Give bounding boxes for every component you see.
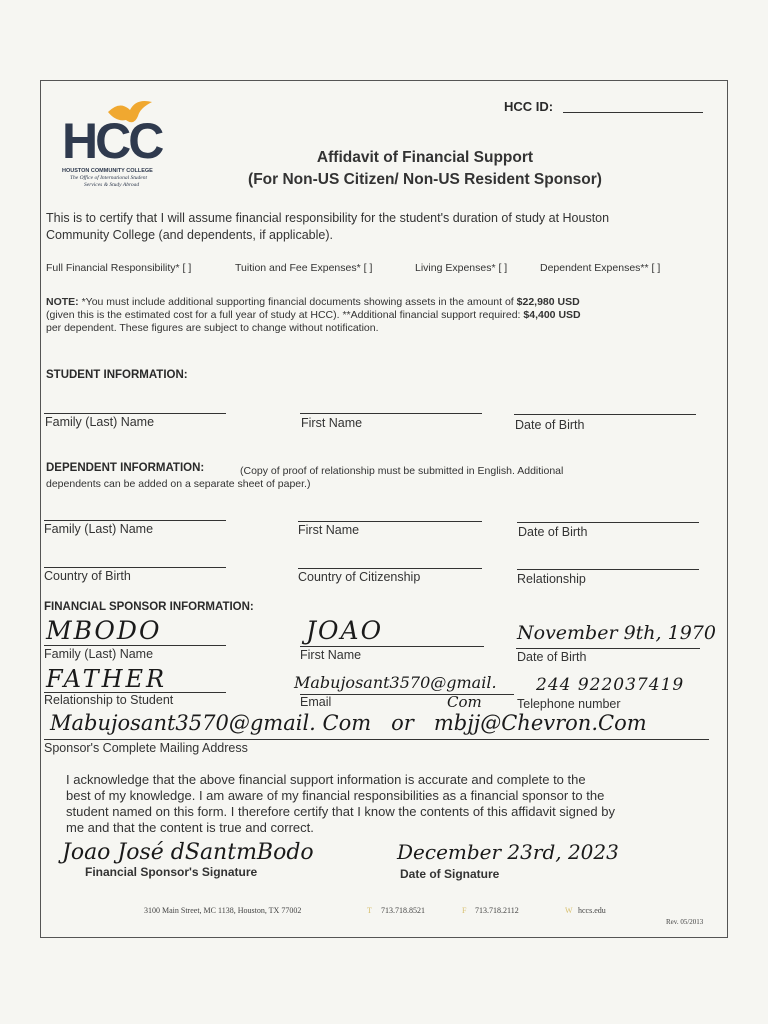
acknowledge-block	[66, 772, 706, 836]
dependent-dob-line[interactable]	[517, 522, 699, 523]
acknowledge-line2: best of my knowledge. I am aware of my financial responsibilities as a financial sponsor to the	[66, 788, 605, 803]
student-dob-label: Date of Birth	[515, 418, 585, 432]
sponsor-dob-label: Date of Birth	[517, 650, 587, 664]
acknowledge-line3: student named on this form. I therefore certify that I know the contents of this affidavit signed by	[66, 804, 615, 819]
footer-t-mark: T	[367, 906, 372, 915]
note-text1: *You must include additional supporting financial documents showing assets in the amount of	[78, 296, 517, 308]
dependent-note2: dependents can be added on a separate sheet of paper.)	[46, 478, 311, 490]
sponsor-signature-label: Financial Sponsor's Signature	[85, 865, 258, 879]
footer-web[interactable]: hccs.edu	[578, 906, 606, 915]
logo-sub2: The Office of International Student	[70, 175, 147, 181]
dependent-family-line[interactable]	[44, 520, 226, 521]
student-family-label: Family (Last) Name	[45, 415, 155, 429]
sponsor-dob-value[interactable]: November 9th, 1970	[517, 622, 716, 644]
student-first-line[interactable]	[300, 413, 482, 414]
dependent-relationship-line[interactable]	[517, 569, 699, 570]
sponsor-address-label: Sponsor's Complete Mailing Address	[44, 741, 248, 755]
footer-phone: 713.718.8521	[381, 906, 425, 915]
form-subtitle: (For Non-US Citizen/ Non-US Resident Sponsor)	[248, 171, 602, 188]
dependent-heading: DEPENDENT INFORMATION:	[46, 462, 205, 474]
student-heading: STUDENT INFORMATION:	[46, 369, 188, 381]
certify-line1: This is to certify that I will assume financial responsibility for the student's duration of study at Houston	[46, 211, 610, 225]
sponsor-phone-label: Telephone number	[517, 697, 621, 711]
signature-date-label: Date of Signature	[400, 867, 500, 881]
note-text2: (given this is the estimated cost for a full year of study at HCC). **Additional financial support required:	[46, 309, 524, 321]
student-dob-line[interactable]	[514, 414, 696, 415]
acknowledge-line4: me and that the content is true and correct.	[66, 820, 314, 835]
sponsor-email-value[interactable]: Mabujosant3570@gmail.	[294, 673, 497, 692]
option-living[interactable]: Living Expenses* [ ]	[415, 262, 508, 274]
option-dependent[interactable]: Dependent Expenses** [ ]	[540, 262, 661, 274]
form-title: Affidavit of Financial Support	[316, 149, 534, 166]
sponsor-phone-value[interactable]: 244 922037419	[536, 675, 685, 695]
note-label: NOTE:	[46, 296, 79, 308]
footer-fax: 713.718.2112	[475, 906, 519, 915]
dependent-family-label: Family (Last) Name	[44, 522, 154, 536]
dependent-dob-label: Date of Birth	[518, 525, 588, 539]
note-amount2: $4,400 USD	[523, 309, 581, 321]
sponsor-family-label: Family (Last) Name	[44, 647, 154, 661]
footer-rev: Rev. 05/2013	[666, 918, 704, 926]
sponsor-relationship-label: Relationship to Student	[44, 693, 174, 707]
dependent-first-label: First Name	[298, 523, 360, 537]
student-family-line[interactable]	[44, 413, 226, 414]
logo-text: HCC	[62, 113, 162, 169]
option-tuition[interactable]: Tuition and Fee Expenses* [ ]	[235, 262, 373, 274]
sponsor-family-line	[44, 645, 226, 646]
sponsor-address-line	[44, 739, 709, 740]
footer-w-mark: W	[565, 906, 573, 915]
sponsor-first-label: First Name	[300, 648, 362, 662]
dependent-country-birth-label: Country of Birth	[44, 569, 131, 583]
signature-date-value[interactable]: December 23rd, 2023	[397, 840, 619, 864]
sponsor-email-line	[300, 694, 514, 695]
sponsor-first-line	[300, 646, 484, 647]
sponsor-family-value[interactable]: MBODO	[46, 616, 162, 645]
note-text3: per dependent. These figures are subject to change without notification.	[46, 322, 379, 334]
sponsor-dob-line	[516, 648, 700, 649]
dependent-country-birth-line[interactable]	[44, 567, 226, 568]
hcc-logo	[62, 96, 184, 196]
sponsor-address-value[interactable]: Mabujosant3570@gmail. Com or mbjj@Chevron.Com	[50, 711, 647, 735]
dependent-country-cit-line[interactable]	[298, 568, 482, 569]
certify-line2: Community College (and dependents, if applicable).	[46, 228, 333, 242]
sponsor-signature-value[interactable]: Joao José dSantmBodo	[62, 840, 314, 865]
sponsor-email-label: Email	[300, 695, 332, 709]
footer-f-mark: F	[462, 906, 467, 915]
dependent-country-cit-label: Country of Citizenship	[298, 570, 421, 584]
note-block	[46, 296, 726, 335]
option-full[interactable]: Full Financial Responsibility* [ ]	[46, 262, 192, 274]
dependent-first-line[interactable]	[298, 521, 482, 522]
dependent-relationship-label: Relationship	[517, 572, 586, 586]
footer-address: 3100 Main Street, MC 1138, Houston, TX 77002	[144, 906, 302, 915]
sponsor-relationship-value[interactable]: FATHER	[46, 665, 168, 693]
student-first-label: First Name	[301, 416, 363, 430]
hcc-id-label: HCC ID:	[504, 99, 554, 114]
hcc-id-line	[563, 112, 703, 113]
sponsor-heading: FINANCIAL SPONSOR INFORMATION:	[44, 601, 254, 613]
acknowledge-line1: I acknowledge that the above financial support information is accurate and complete to the	[66, 772, 586, 787]
sponsor-email-value-2[interactable]: Com	[447, 693, 482, 711]
dependent-note1: (Copy of proof of relationship must be submitted in English. Additional	[240, 465, 564, 477]
sponsor-first-value[interactable]: JOAO	[306, 616, 384, 645]
note-amount1: $22,980 USD	[516, 296, 580, 308]
logo-sub1: HOUSTON COMMUNITY COLLEGE	[62, 168, 153, 174]
logo-sub3: Services & Study Abroad	[84, 182, 140, 188]
